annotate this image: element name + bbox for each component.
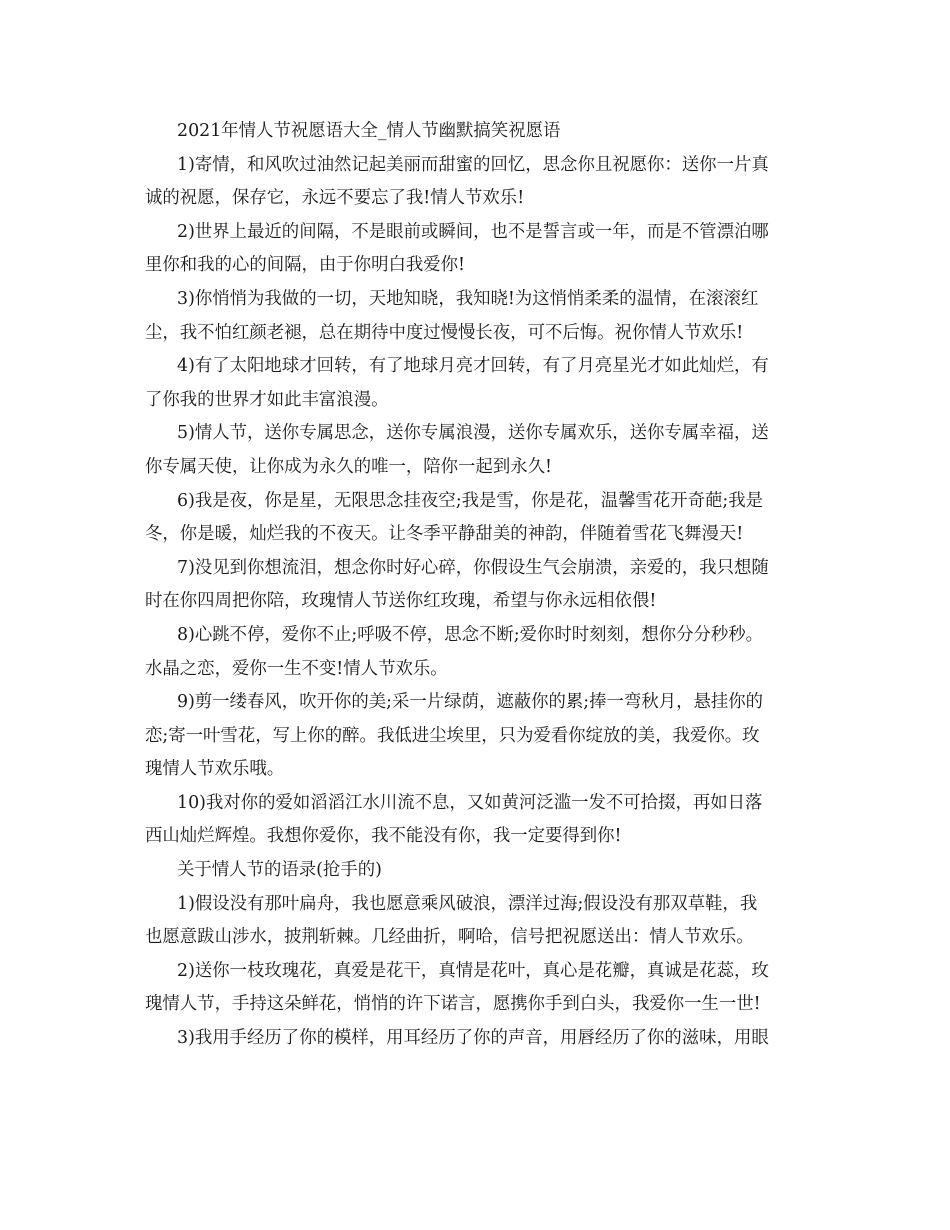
- document-body: [145, 115, 815, 1056]
- text-line: 冬，你是暖，灿烂我的不夜天。让冬季平静甜美的神韵，伴随着雪花飞舞漫天!: [145, 524, 744, 545]
- text-line: 8)心跳不停，爱你不止;呼吸不停，思念不断;爱你时时刻刻，想你分分秒秒。: [177, 624, 764, 645]
- document-title: 2021年情人节祝愿语大全_情人节幽默搞笑祝愿语: [177, 121, 561, 141]
- text-line: 瑰情人节欢乐哦。: [145, 759, 285, 780]
- text-line: 水晶之恋，爱你一生不变!情人节欢乐。: [145, 658, 448, 679]
- text-line: 你专属天使，让你成为永久的唯一，陪你一起到永久!: [145, 456, 552, 477]
- text-line: 2)送你一枝玫瑰花，真爱是花干，真情是花叶，真心是花瓣，真诚是花蕊，玫: [177, 960, 769, 981]
- text-line: 9)剪一缕春风，吹开你的美;采一片绿荫，遮蔽你的累;捧一弯秋月，悬挂你的: [177, 692, 764, 713]
- text-line: 1)寄情，和风吹过油然记起美丽而甜蜜的回忆，思念你且祝愿你：送你一片真: [177, 154, 769, 175]
- text-line: 3)你悄悄为我做的一切，天地知晓，我知晓!为这悄悄柔柔的温情，在滚滚红: [177, 288, 759, 309]
- text-line: 诚的祝愿，保存它，永远不要忘了我!情人节欢乐!: [145, 188, 525, 209]
- text-line: 6)我是夜，你是星，无限思念挂夜空;我是雪，你是花，温馨雪花开奇葩;我是: [177, 490, 764, 511]
- text-line: 7)没见到你想流泪，想念你时好心碎，你假设生气会崩溃，亲爱的，我只想随: [177, 557, 769, 578]
- text-line: 西山灿烂辉煌。我想你爱你，我不能没有你，我一定要得到你!: [145, 826, 622, 847]
- text-line: 2)世界上最近的间隔，不是眼前或瞬间，也不是誓言或一年，而是不管漂泊哪: [177, 221, 769, 242]
- text-line: 里你和我的心的间隔，由于你明白我爱你!: [145, 255, 466, 276]
- text-line: 了你我的世界才如此丰富浪漫。: [145, 389, 389, 410]
- text-line: 3)我用手经历了你的模样，用耳经历了你的声音，用唇经历了你的滋味，用眼: [177, 1028, 769, 1049]
- section-heading: 关于情人节的语录(抢手的): [177, 860, 382, 881]
- text-line: 也愿意跋山涉水，披荆斩棘。几经曲折，啊哈，信号把祝愿送出：情人节欢乐。: [145, 927, 754, 948]
- text-line: 5)情人节，送你专属思念，送你专属浪漫，送你专属欢乐，送你专属幸福，送: [177, 423, 769, 444]
- text-line: 瑰情人节，手持这朵鲜花，悄悄的许下诺言，愿携你手到白头，我爱你一生一世!: [145, 994, 761, 1015]
- text-line: 10)我对你的爱如滔滔江水川流不息，又如黄河泛滥一发不可拾掇，再如日落: [177, 792, 763, 813]
- text-line: 时在你四周把你陪，玫瑰情人节送你红玫瑰，希望与你永远相依偎!: [145, 591, 657, 612]
- text-line: 4)有了太阳地球才回转，有了地球月亮才回转，有了月亮星光才如此灿烂，有: [177, 356, 769, 377]
- text-line: 尘，我不怕红颜老褪，总在期待中度过慢慢长夜，可不后悔。祝你情人节欢乐!: [145, 322, 744, 343]
- text-line: 1)假设没有那叶扁舟，我也愿意乘风破浪，漂洋过海;假设没有那双草鞋，我: [177, 893, 758, 914]
- text-line: 恋;寄一叶雪花，写上你的醉。我低进尘埃里，只为爱看你绽放的美，我爱你。玫: [145, 725, 760, 746]
